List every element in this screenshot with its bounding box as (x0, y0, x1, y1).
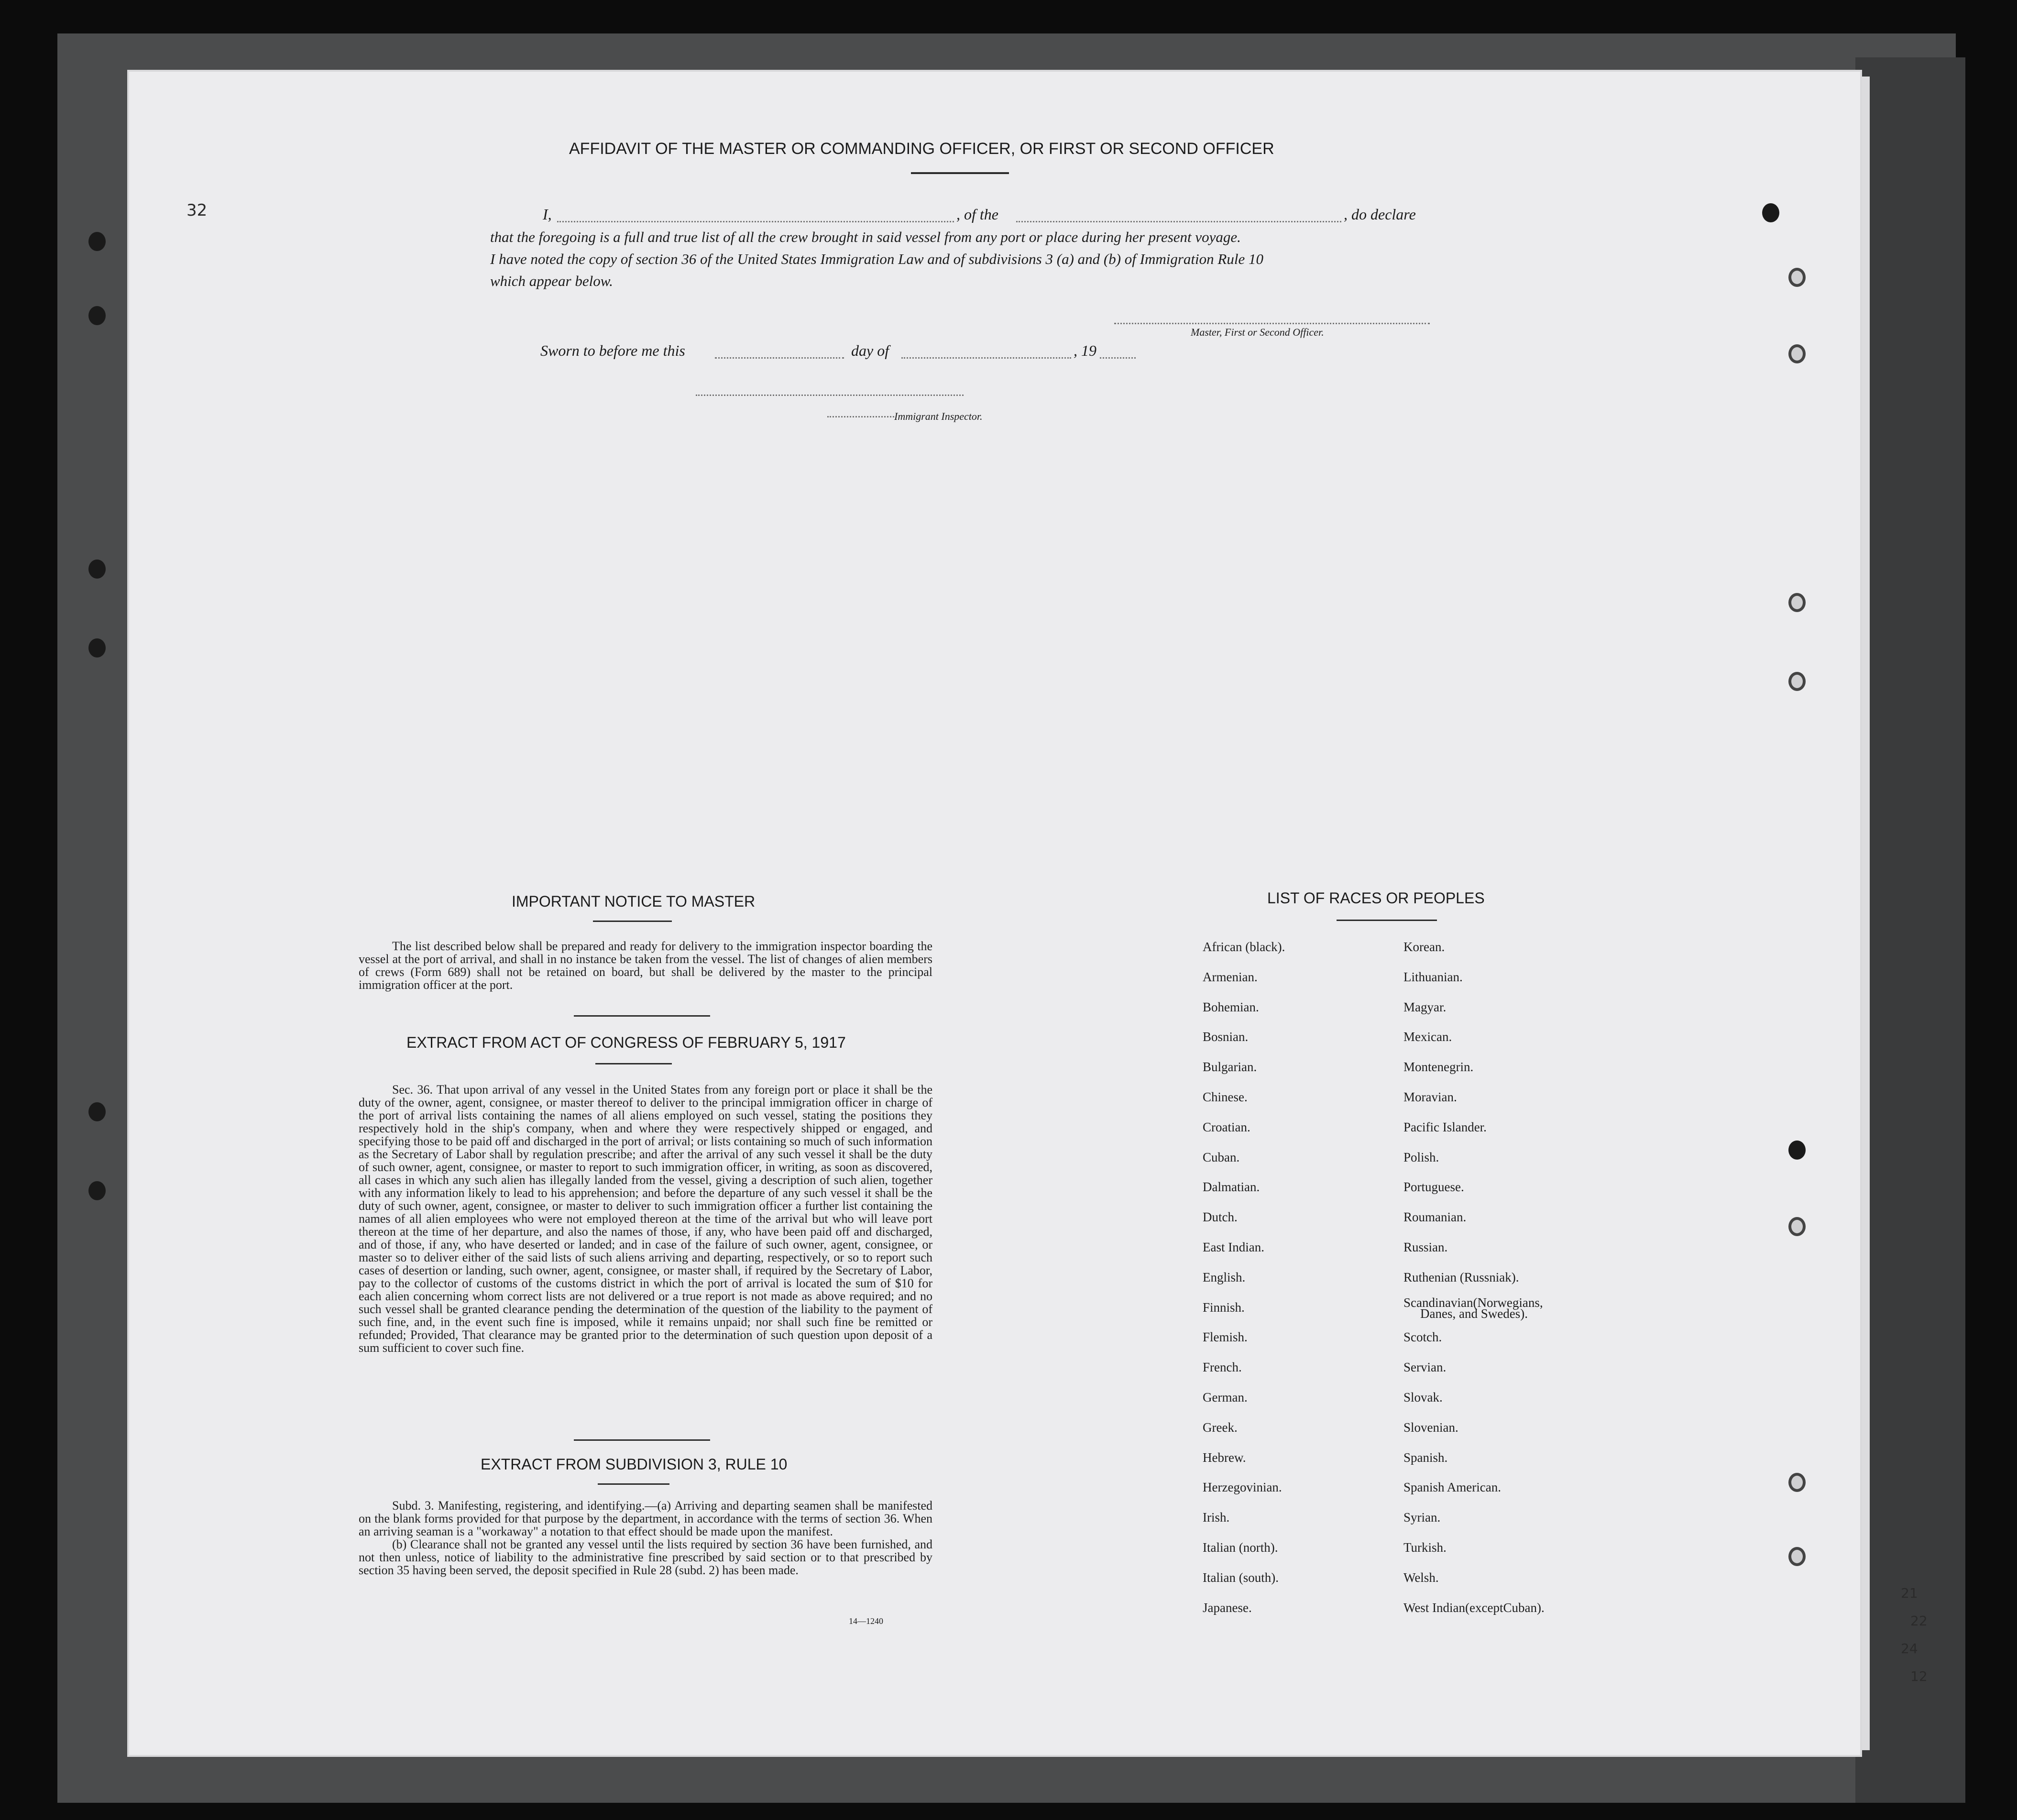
affidavit-line-1: that the foregoing is a full and true list of all the crew brought in said vessel from any port or place during her present voyage. (490, 229, 1241, 245)
binder-hole (1788, 1473, 1806, 1492)
of-the-label: , of the (956, 206, 998, 223)
binder-hole (1762, 203, 1779, 222)
race-item: Slovak. (1403, 1390, 1443, 1404)
races-title: LIST OF RACES OR PEOPLES (1267, 889, 1485, 907)
binder-hole (88, 1181, 106, 1200)
race-item: Portuguese. (1403, 1180, 1464, 1195)
binder-hole (1788, 1217, 1806, 1236)
signature-caption: Master, First or Second Officer. (1191, 326, 1324, 338)
margin-number: 22 (1910, 1613, 1928, 1629)
board-edge (1855, 57, 1965, 1803)
binder-hole (1788, 672, 1806, 691)
sworn-day-line (715, 357, 844, 359)
act-paragraph: Sec. 36. That upon arrival of any vessel in the United States from any foreign port or place it shall be the duty of the owner, agent, consignee, or master thereof to deliver to the principal immigration officer in charge of the port of arrival lists containing the names of all aliens employed on such vessel, stating the positions they respectively hold in the ship's company, when and where they were respectively shipped or engaged, and specifying those to be paid off and discharged in the port of arrival; or lists containing so much of such information as the Secretary of Labor shall by regulation prescribe; and after the arrival of any such vessel it shall be the duty of such owner, agent, consignee, or master to report to such immigration officer, in writing, as soon as discovered, all cases in which any such alien has illegally landed from the vessel, giving a description of such alien, together with any information likely to lead to his apprehension; and before the departure of any such vessel it shall be the duty of such owner, agent, consignee, or master to deliver to such immigration officer a further list containing the names of all alien employees who were not employed thereon at the time of the arrival but who will leave port thereon at the time of her departure, and also the names of those, if any, who have been paid off and discharged, and of those, if any, who have deserted or landed; and in case of the failure of such owner, agent, consignee, or master so to deliver either of the said lists of such aliens arriving and departing, respectively, or so to report such cases of desertion or landing, such owner, agent, consignee, or master shall, if required by the Secretary of Labor, pay to the collector of customs of the customs district in which the port of arrival is located the sum of $10 for each alien concerning whom correct lists are not delivered or a true report is not made as above required; and no such vessel shall be granted clearance pending the determination of the question of the liability to the payment of such fine, and, in the event such fine is imposed, while it remains unpaid; nor shall such fine be remitted or refunded; Provided, That clearance may be granted prior to the determination of such question upon deposit of a sum sufficient to cover such fine. (359, 1083, 932, 1355)
race-scandinavian-cont: Danes, and Swedes). (1420, 1306, 1528, 1321)
binder-hole (88, 306, 106, 325)
race-item: German. (1203, 1390, 1248, 1404)
inspector-line-2 (827, 416, 894, 417)
binder-hole (1788, 593, 1806, 612)
margin-number: 12 (1910, 1668, 1928, 1684)
race-item: Finnish. (1203, 1300, 1245, 1315)
sworn-year-line (1100, 357, 1136, 359)
day-of-label: day of (851, 342, 889, 359)
notice-paragraph: The list described below shall be prepared and ready for delivery to the immigration inspector boarding the vessel at the port of arrival, and shall in no instance be taken from the vessel. The list of changes of alien members of crews (Form 689) shall not be retained on board, but shall be delivered by the master to the principal immigration officer at the port. (359, 939, 932, 992)
notice-title: IMPORTANT NOTICE TO MASTER (512, 893, 756, 910)
rule-paragraph-b: (b) Clearance shall not be granted any vessel until the lists required by section 36 have been furnished, and not then unless, notice of liability to the administrative fine prescribed by said section or to that prescribed by section 35 having been served, the deposit specified in Rule 28 (subd. 2) has been made. (359, 1537, 932, 1577)
race-item: Italian (north). (1203, 1540, 1278, 1555)
race-item: English. (1203, 1270, 1246, 1284)
do-declare-label: , do declare (1344, 206, 1416, 223)
race-item: West Indian(exceptCuban). (1403, 1600, 1545, 1615)
race-item: Lithuanian. (1403, 969, 1463, 984)
race-item: Bulgarian. (1203, 1060, 1257, 1074)
race-item: Pacific Islander. (1403, 1119, 1487, 1134)
race-item: Servian. (1403, 1360, 1447, 1375)
signature-line (1114, 323, 1430, 324)
rule-title-rule (598, 1483, 669, 1485)
race-item: Japanese. (1203, 1600, 1252, 1615)
affidavit-title: AFFIDAVIT OF THE MASTER OR COMMANDING OFFICER, OR FIRST OR SECOND OFFICER (569, 140, 1274, 158)
notice-rule (593, 921, 672, 922)
race-item: Syrian. (1403, 1510, 1441, 1525)
race-item: Hebrew. (1203, 1450, 1246, 1465)
binder-hole (88, 232, 106, 251)
notice-text (359, 940, 932, 991)
act-end-rule (574, 1439, 710, 1441)
race-item: Flemish. (1203, 1330, 1248, 1345)
form-number: 14—1240 (849, 1616, 883, 1626)
margin-number: 24 (1901, 1641, 1918, 1656)
race-item: Greek. (1203, 1420, 1238, 1435)
section-rule (574, 1015, 710, 1017)
inspector-line (696, 395, 964, 396)
i-label: I, (543, 206, 552, 223)
binder-hole (88, 1102, 106, 1121)
race-item: Magyar. (1403, 999, 1447, 1014)
race-item: Bohemian. (1203, 999, 1259, 1014)
race-item: Spanish. (1403, 1450, 1448, 1465)
race-item: Spanish American. (1403, 1480, 1501, 1495)
affidavit-line-2: I have noted the copy of section 36 of the United States Immigration Law and of subdivisions 3 (a) and (b) of Immigration Rule 10 (490, 251, 1263, 267)
binder-hole (1788, 1140, 1806, 1160)
act-rule (595, 1063, 672, 1064)
race-item: Moravian. (1403, 1090, 1457, 1104)
binder-hole (1788, 344, 1806, 363)
race-item: Turkish. (1403, 1540, 1447, 1555)
race-item: Cuban. (1203, 1150, 1240, 1164)
name-line (557, 221, 954, 222)
race-item: Dutch. (1203, 1210, 1238, 1225)
act-title: EXTRACT FROM ACT OF CONGRESS OF FEBRUARY 5, 1917 (406, 1034, 846, 1051)
year-label: , 19 (1074, 342, 1096, 359)
race-item: Montenegrin. (1403, 1060, 1474, 1074)
races-rule (1337, 920, 1437, 921)
binder-hole (1788, 268, 1806, 287)
inspector-caption: Immigrant Inspector. (894, 410, 983, 422)
race-item: East Indian. (1203, 1240, 1264, 1254)
race-item: Bosnian. (1203, 1030, 1249, 1044)
rule-text (359, 1499, 932, 1577)
race-item: Chinese. (1203, 1090, 1248, 1104)
race-item: Scandinavian(Norwegians, (1403, 1295, 1543, 1310)
act-text (359, 1083, 932, 1354)
margin-number: 21 (1901, 1585, 1918, 1601)
race-item: Armenian. (1203, 969, 1258, 984)
sworn-month-line (901, 357, 1071, 359)
title-rule (911, 172, 1009, 174)
race-item: Welsh. (1403, 1570, 1439, 1585)
race-item: Polish. (1403, 1150, 1439, 1164)
sworn-label: Sworn to before me this (540, 342, 685, 359)
race-item: Korean. (1403, 940, 1445, 954)
race-item: Croatian. (1203, 1119, 1250, 1134)
vessel-line (1016, 221, 1341, 222)
margin-mark-left: 32 (186, 201, 208, 220)
race-item: Slovenian. (1403, 1420, 1458, 1435)
rule-title: EXTRACT FROM SUBDIVISION 3, RULE 10 (481, 1456, 788, 1473)
race-item: Italian (south). (1203, 1570, 1279, 1585)
affidavit-line-3: which appear below. (490, 273, 613, 289)
race-item: Irish. (1203, 1510, 1230, 1525)
race-item: African (black). (1203, 940, 1285, 954)
race-item: Roumanian. (1403, 1210, 1467, 1225)
race-item: Herzegovinian. (1203, 1480, 1282, 1495)
binder-hole (88, 559, 106, 579)
race-item: Ruthenian (Russniak). (1403, 1270, 1519, 1284)
race-item: Russian. (1403, 1240, 1448, 1254)
race-item: Scotch. (1403, 1330, 1442, 1345)
race-item: French. (1203, 1360, 1242, 1375)
binder-hole (1788, 1547, 1806, 1566)
race-item: Dalmatian. (1203, 1180, 1260, 1195)
rule-paragraph-a: Subd. 3. Manifesting, registering, and identifying.—(a) Arriving and departing seamen shall be manifested on the blank forms provided for that purpose by the department, in accordance with the terms of section 36. When an arriving seaman is a "workaway" a notation to that effect should be made upon the manifest. (359, 1499, 932, 1538)
binder-hole (88, 638, 106, 658)
race-item: Mexican. (1403, 1030, 1452, 1044)
